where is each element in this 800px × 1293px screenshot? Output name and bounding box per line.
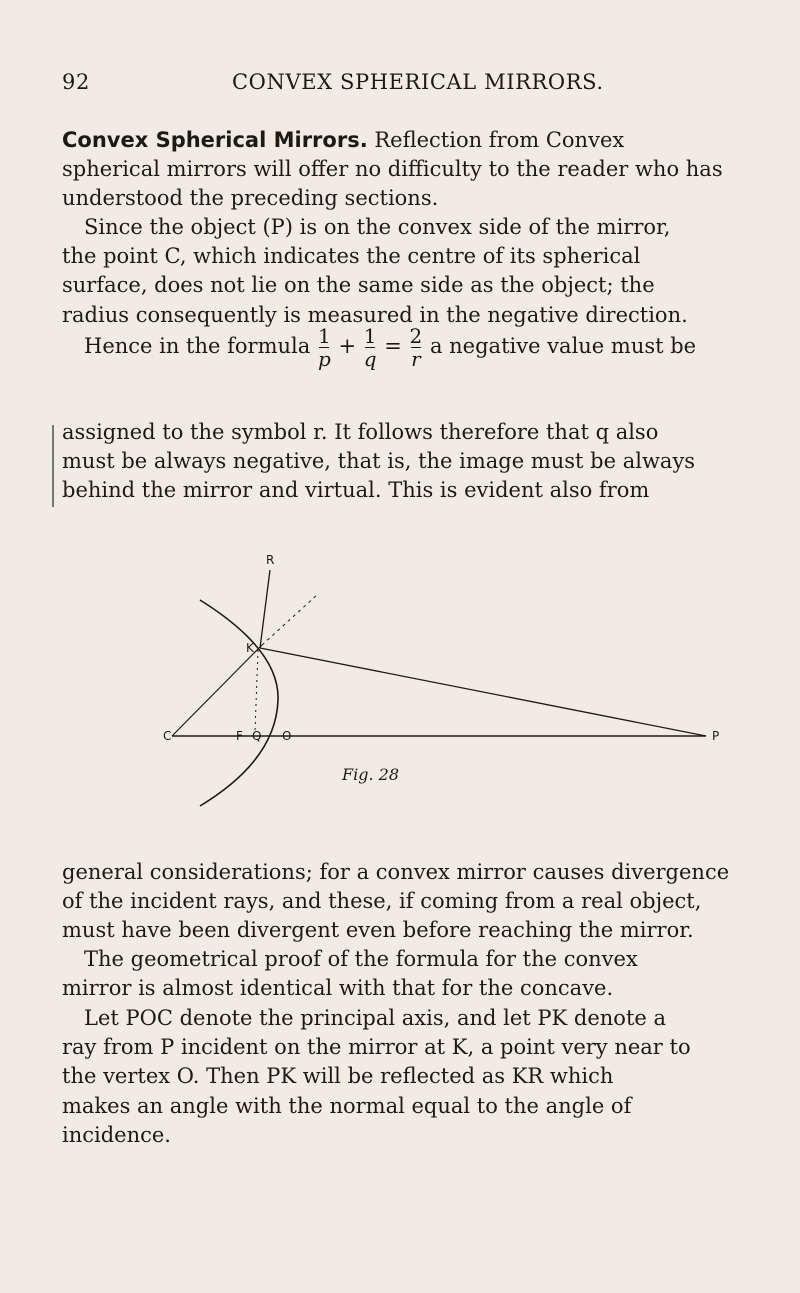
- mirror-diagram: [0, 530, 800, 830]
- text-line: understood the preceding sections.: [62, 186, 439, 211]
- text-line: the vertex O. Then PK will be reflected as KR which: [62, 1064, 614, 1089]
- incident-ray: [260, 648, 706, 736]
- label-P: P: [712, 729, 720, 743]
- text-line: must have been divergent even before reaching the mirror.: [62, 918, 694, 943]
- text-line: radius consequently is measured in the negative direction.: [62, 302, 688, 327]
- figure-caption: Fig. 28: [342, 765, 399, 784]
- text-line: The geometrical proof of the formula for the convex: [84, 947, 638, 971]
- label-C: C: [163, 729, 172, 743]
- text-line: of the incident rays, and these, if coming from a real object,: [62, 889, 702, 914]
- paragraph-intro: [62, 126, 754, 214]
- text-line: Reflection from Convex: [374, 128, 625, 152]
- label-O: O: [282, 729, 292, 743]
- text-line: assigned to the symbol r. It follows therefore that q also: [62, 420, 659, 444]
- dotted-extension: [262, 594, 318, 645]
- paragraph-construction: [62, 1004, 754, 1150]
- formula-trail: a negative value must be: [429, 334, 697, 358]
- page-header: [62, 70, 752, 106]
- plus-sign: +: [338, 334, 357, 358]
- fraction-1-over-q: $\frac{1}{q}$: [363, 324, 377, 371]
- label-K: K: [246, 641, 254, 655]
- text-line: surface, does not lie on the same side as the object; the: [62, 273, 655, 298]
- fraction-1-over-p: $\frac{1}{p}$: [317, 324, 331, 371]
- reflected-ray: [260, 570, 270, 648]
- text-line: the point C, which indicates the centre of its spherical: [62, 244, 641, 269]
- text-line: spherical mirrors will offer no difficulty to the reader who has: [62, 157, 723, 182]
- formula-lead: Hence in the formula: [84, 334, 311, 358]
- text-line: ray from P incident on the mirror at K, a point very near to: [62, 1035, 691, 1060]
- figure-28: [0, 530, 800, 830]
- dotted-vertical: [255, 650, 258, 732]
- text-line: mirror is almost identical with that for the concave.: [62, 976, 614, 1001]
- text-line: general considerations; for a convex mirror causes divergence: [62, 860, 730, 884]
- section-heading: Convex Spherical Mirrors.: [62, 128, 368, 152]
- paragraph-divergence: [62, 858, 754, 946]
- margin-mark: [52, 425, 54, 507]
- text-line: makes an angle with the normal equal to the angle of: [62, 1093, 632, 1118]
- text-line: must be always negative, that is, the image must be always: [62, 449, 696, 474]
- fraction-2-over-r: $\frac{2}{r}$: [409, 324, 423, 371]
- page-number: 92: [62, 70, 90, 94]
- running-title: CONVEX SPHERICAL MIRRORS.: [232, 70, 604, 94]
- formula-line: [62, 326, 754, 386]
- label-F: F: [236, 729, 243, 743]
- mirror-surface: [200, 600, 278, 806]
- text-line: Since the object (P) is on the convex side of the mirror,: [84, 215, 671, 239]
- normal-line: [172, 645, 262, 736]
- label-R: R: [266, 553, 275, 567]
- equals-sign: =: [384, 334, 402, 358]
- text-line: incidence.: [62, 1122, 171, 1147]
- paragraph-object: [62, 213, 754, 330]
- paragraph-negative: [62, 418, 754, 506]
- text-line: Let POC denote the principal axis, and let PK denote a: [84, 1006, 667, 1030]
- label-Q: Q: [252, 729, 262, 743]
- paragraph-geometric-proof: [62, 945, 754, 1003]
- text-line: behind the mirror and virtual. This is evident also from: [62, 478, 650, 503]
